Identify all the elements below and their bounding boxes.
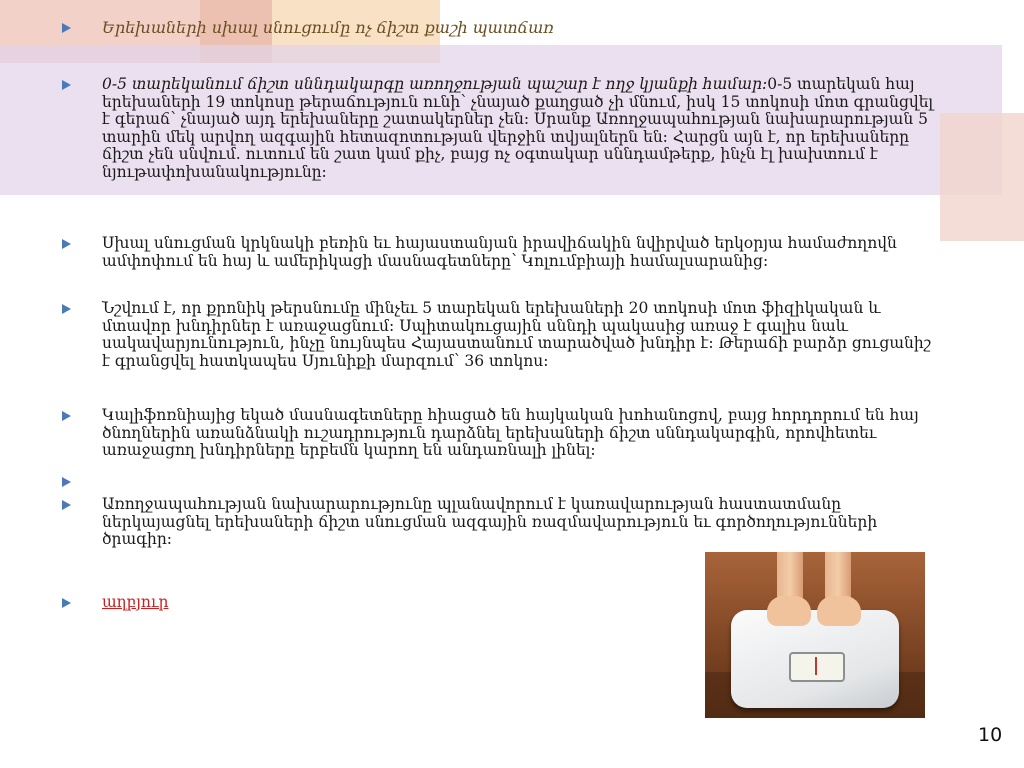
bullet-item	[62, 496, 942, 549]
page-number: 10	[978, 724, 1003, 746]
triangle-bullet-icon	[62, 477, 71, 487]
bullet-lead-text: 0-5 տարեկանում ճիշտ սննդակարգը առողջության պաշար է ողջ կյանքի համար։	[102, 75, 768, 93]
triangle-bullet-icon	[62, 304, 71, 314]
side-decor-block	[940, 113, 1024, 241]
scale-dial	[789, 652, 845, 682]
child-right-foot	[817, 596, 861, 626]
bullet-text: Կալիֆոռնիայից եկած մասնագետները հիացած են հայկական խոհանոցով, բայց հորդորում են հայ ծնողներին առանձնակի ուշադրություն դարձնել երեխաների ճիշտ սննդակարգին, որովհետեւ առաջացող խնդիրները երբեմն կարող են անդառնալի լինել։	[102, 406, 919, 459]
bullet-body-text: 0-5 տարեկան հայ երեխաների 19 տոկոսը թերաճություն ունի՝ չնայած քաղցած չի մնում, իսկ 15 տոկոսի մոտ գրանցվել է գերաճ՝ չնայած այդ երեխաները շատակերներ չեն։ Սրանք Առողջապահության նախարարության 5 տարին մեկ արվող ազգային հետազոտության վերջին տվյալներն են։ Հարցն այն է, որ երեխաները ճիշտ չեն սնվում. ուտում են շատ կամ քիչ, բայց ոչ օգտակար սննդամթերք, ինչն էլ խախտում է նյութափոխանակությունը։	[102, 75, 934, 181]
bullet-item	[62, 235, 942, 270]
triangle-bullet-icon	[62, 411, 71, 421]
source-link[interactable]: աղբյուր	[102, 593, 169, 611]
triangle-bullet-icon	[62, 239, 71, 249]
triangle-bullet-icon	[62, 23, 71, 33]
slide-title-item	[62, 19, 942, 37]
bullet-text	[102, 76, 942, 181]
bullet-text: Սխալ սնուցման կրկնակի բեռին եւ հայաստանյան իրավիճակին նվիրված երկօրյա համաժողովն ամփոփում են հայ և ամերիկացի մասնագետները՝ Կոլումբիայի համալսարանից։	[102, 234, 897, 270]
bullet-text: Նշվում է, որ քրոնիկ թերսնումը մինչեւ 5 տարեկան երեխաների 20 տոկոսի մոտ ֆիզիկական և մտավոր խնդիրներ է առաջացնում։ Սպիտակուցային սննդի պակասից առաջ է գալիս նաև սակավարյունություն, ինչը նույնպես Հայաստանում տարածված խնդիր է։ Թերաճի բարձր ցուցանիշ է գրանցվել հատկապես Սյունիքի մարզում՝ 36 տոկոս։	[102, 299, 931, 370]
bullet-item	[62, 407, 942, 460]
bullet-item	[62, 76, 942, 181]
triangle-bullet-icon	[62, 500, 71, 510]
child-left-foot	[767, 596, 811, 626]
triangle-bullet-icon	[62, 598, 71, 608]
bathroom-scale	[731, 610, 899, 708]
bullet-text: Առողջապահության նախարարությունը պլանավորում է կառավարության հաստատմանը ներկայացնել երեխաների ճիշտ սնուցման ազգային ռազմավարություն եւ գործողությունների ծրագիր։	[102, 495, 878, 548]
triangle-bullet-icon	[62, 80, 71, 90]
bullet-item	[62, 300, 942, 370]
child-on-scale-photo	[705, 552, 925, 718]
slide-title: Երեխաների սխալ սնուցումը ոչ ճիշտ քաշի պատճառ	[102, 18, 554, 37]
